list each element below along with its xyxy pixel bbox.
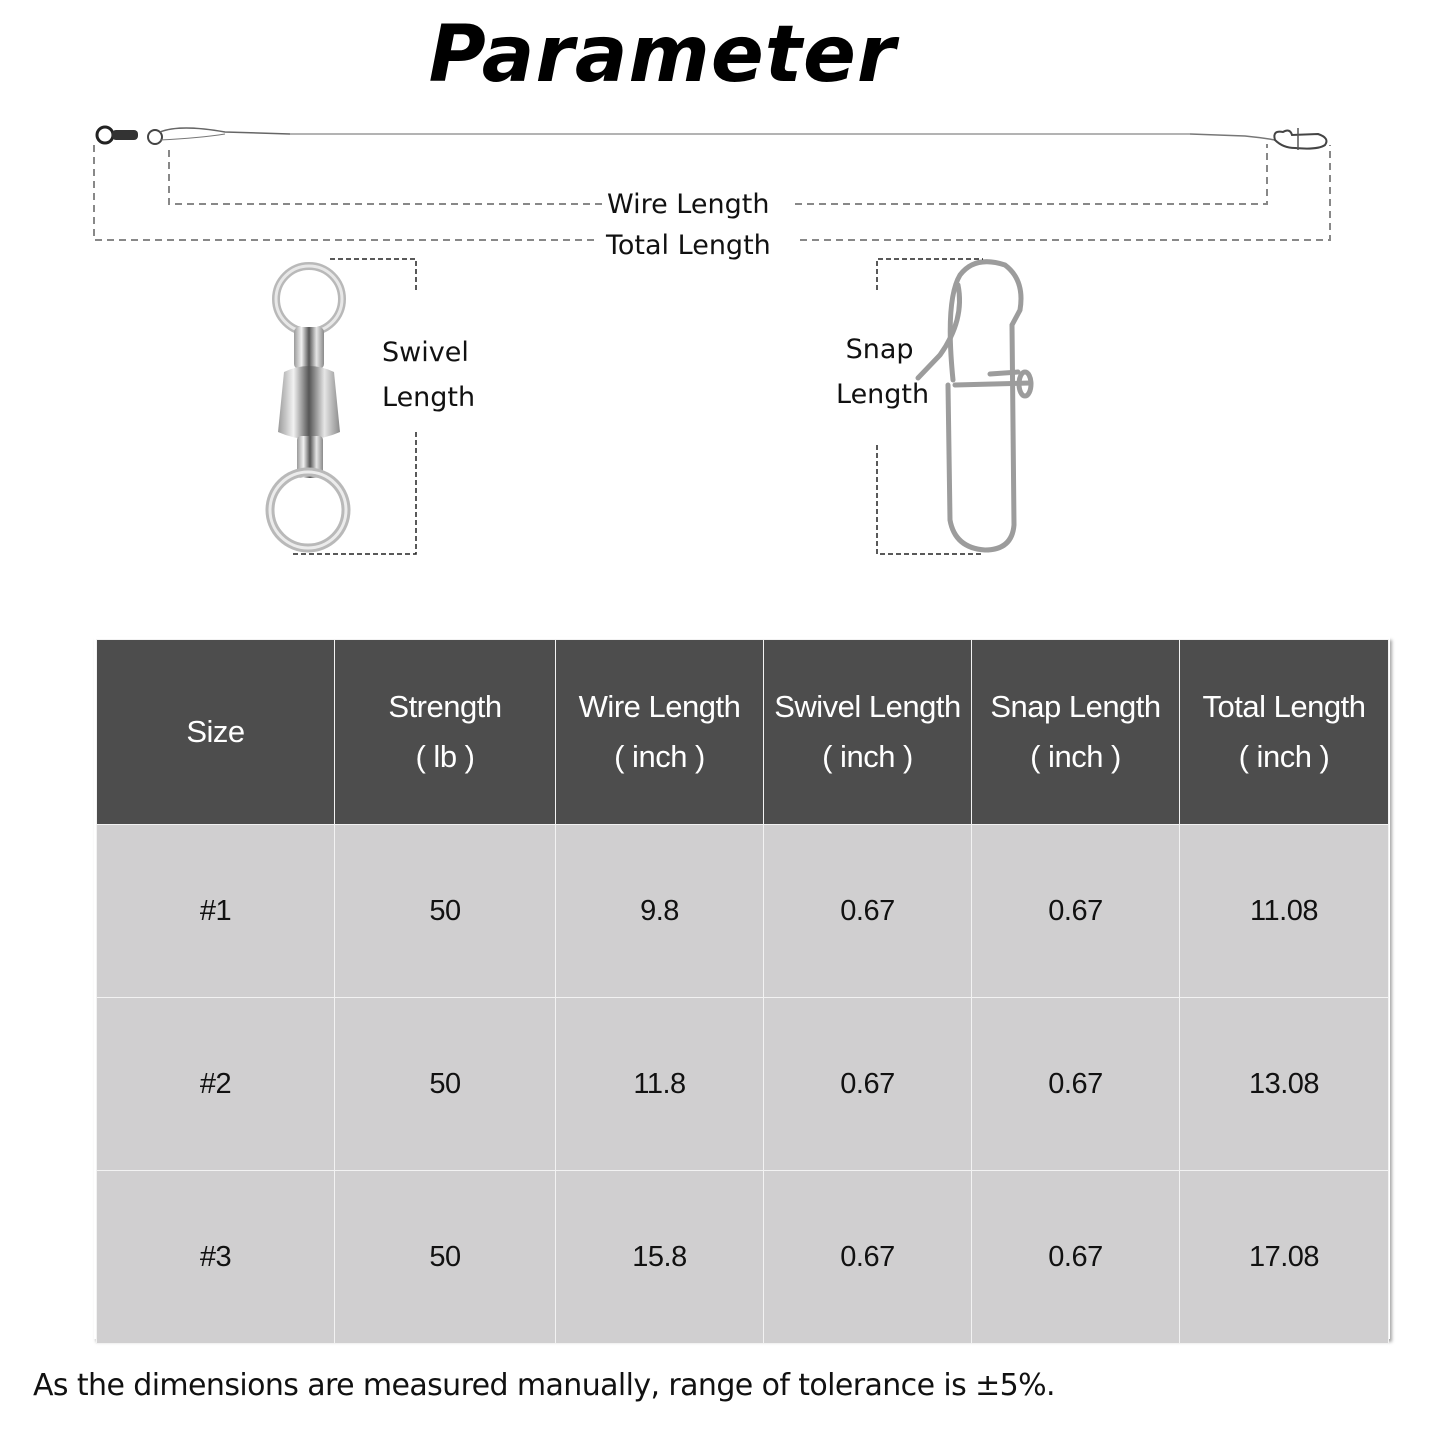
cell-swivel-length: 0.67 (764, 998, 972, 1171)
cell-strength: 50 (335, 1171, 556, 1344)
table-row (97, 1171, 1389, 1344)
cell-total-length: 11.08 (1180, 825, 1389, 998)
parameter-table (96, 639, 1389, 1344)
table-row (97, 998, 1389, 1171)
wire-length-label: Wire Length (607, 189, 770, 220)
cell-size: #3 (97, 1171, 335, 1344)
cell-wire-length: 15.8 (556, 1171, 764, 1344)
header-swivel-length: Swivel Length ( inch ) (764, 640, 972, 825)
cell-snap-length: 0.67 (972, 825, 1180, 998)
swivel-label-line1: Swivel (382, 337, 469, 368)
snap-length-label (836, 327, 929, 417)
cell-swivel-length: 0.67 (764, 1171, 972, 1344)
header-snap-length: Snap Length ( inch ) (972, 640, 1180, 825)
cell-total-length: 17.08 (1180, 1171, 1389, 1344)
ball-bearing-swivel-icon (270, 266, 346, 548)
table-header-row (97, 640, 1389, 825)
page-title: Parameter (428, 10, 897, 100)
cell-snap-length: 0.67 (972, 998, 1180, 1171)
cell-total-length: 13.08 (1180, 998, 1389, 1171)
table-row (97, 825, 1389, 998)
header-total-length: Total Length ( inch ) (1180, 640, 1389, 825)
dimension-lines (0, 0, 1445, 600)
cell-size: #1 (97, 825, 335, 998)
cell-swivel-length: 0.67 (764, 825, 972, 998)
tolerance-footnote: As the dimensions are measured manually, range of tolerance is ±5%. (33, 1368, 1055, 1403)
parameter-table-container (94, 637, 1390, 1339)
dimension-diagram (0, 0, 1445, 600)
duo-lock-snap-icon (918, 262, 1031, 550)
snap-label-line1: Snap (845, 334, 914, 365)
snap-label-line2: Length (836, 379, 930, 410)
header-wire-length: Wire Length ( inch ) (556, 640, 764, 825)
cell-wire-length: 11.8 (556, 998, 764, 1171)
cell-size: #2 (97, 998, 335, 1171)
leader-wire-illustration (97, 127, 1326, 150)
total-length-label: Total Length (606, 230, 771, 261)
cell-snap-length: 0.67 (972, 1171, 1180, 1344)
cell-wire-length: 9.8 (556, 825, 764, 998)
cell-strength: 50 (335, 998, 556, 1171)
header-size: Size (97, 640, 335, 825)
header-strength: Strength ( lb ) (335, 640, 556, 825)
swivel-length-label (382, 330, 475, 420)
swivel-label-line2: Length (382, 382, 476, 413)
cell-strength: 50 (335, 825, 556, 998)
